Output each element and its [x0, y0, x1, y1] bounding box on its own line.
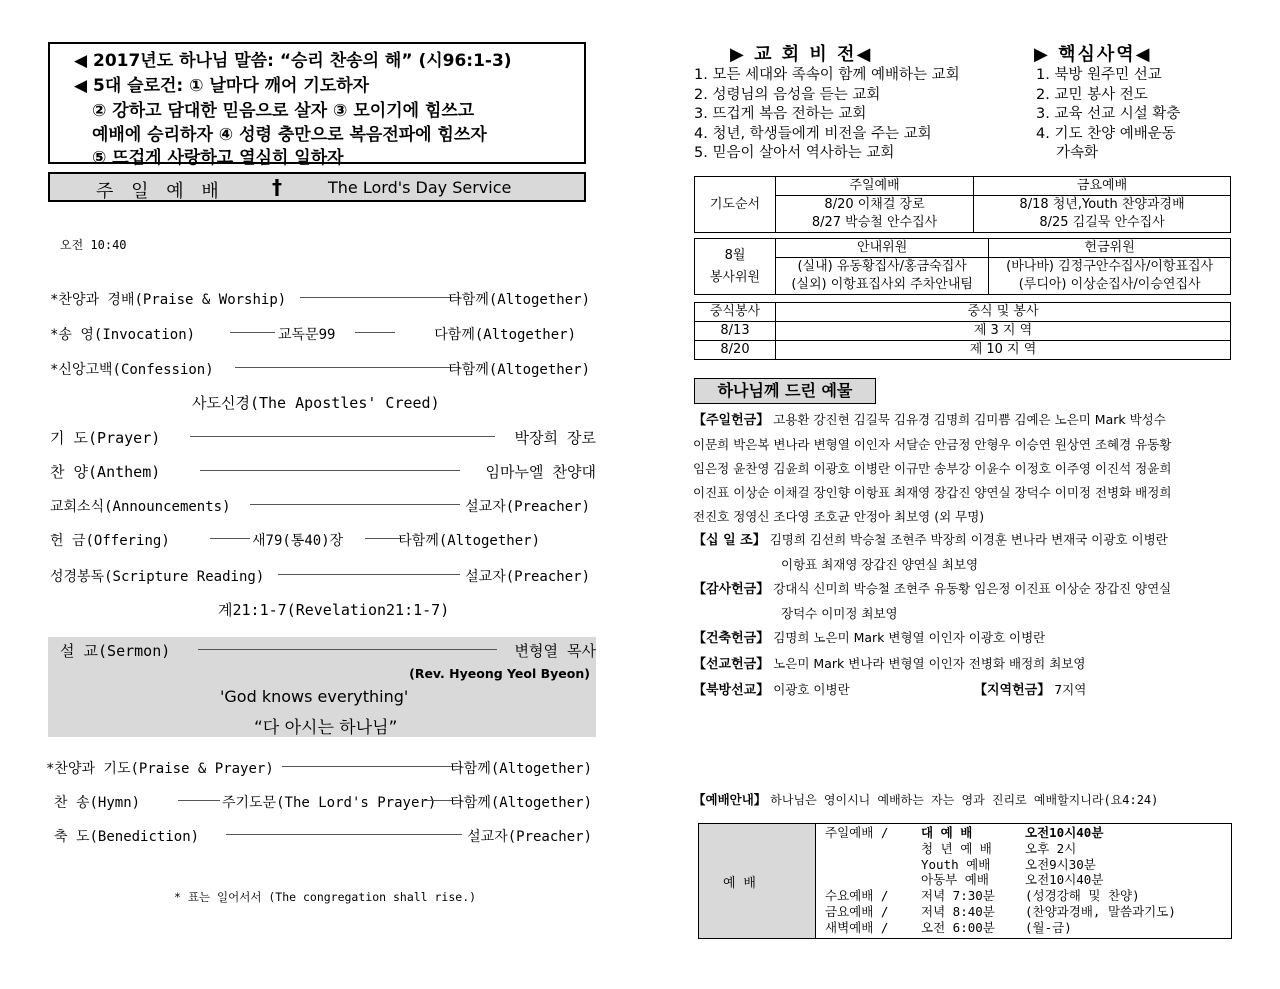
offer-names: 이항표 최재영 장갑진 양연실 최보영 [781, 557, 979, 572]
schedule-list [825, 825, 1225, 936]
offer-names: 이광호 이병란 [773, 682, 850, 697]
offerings-title: 하나님께 드린 예물 [694, 378, 876, 404]
service-header-ko: 주 일 예 배 [96, 181, 225, 202]
list-item: 3. 교육 선교 시설 확충 [1036, 106, 1181, 122]
usher-head: 안내위원 [776, 239, 989, 258]
offer-names: 전진호 정영신 조다영 조호균 안정아 최보영 (외 무명) [693, 509, 985, 524]
schedule-day: 금요예배 / [825, 903, 889, 919]
motto-line-4: 예배에 승리하자 ④ 성령 충만으로 복음전파에 힘쓰자 [92, 125, 487, 145]
sunday-prayer-2: 8/27 박승철 안수집사 [776, 214, 974, 233]
order-label: 헌 금(Offering) [50, 533, 170, 549]
order-leader: 다함께(Altogether) [450, 761, 592, 777]
schedule-type: 아동부 예배 [921, 872, 989, 888]
vision-list [694, 66, 960, 164]
scripture: 계21:1-7(Revelation21:1-7) [218, 601, 450, 619]
month-label-2: 봉사위원 [709, 269, 761, 285]
offerings-thanks [693, 577, 1171, 626]
schedule-type: Youth 예배 [921, 856, 991, 872]
meal-date: 8/20 [695, 341, 776, 360]
meal-text: 제 10 지 역 [776, 341, 1231, 360]
order-detail: 주기도문(The Lord's Prayer) [222, 795, 437, 811]
list-item: 2. 교민 봉사 전도 [1036, 86, 1148, 103]
list-item: 5. 믿음이 살아서 역사하는 교회 [694, 145, 895, 161]
sunday-prayer-1: 8/20 이채걸 장로 [776, 196, 974, 215]
list-item: 1. 모든 세대와 족속이 함께 예배하는 교회 [694, 67, 960, 83]
meal-head: 중식 및 봉사 [776, 303, 1231, 322]
schedule-day: 주일예배 / [825, 825, 889, 840]
offer-names: 이진표 이상순 이채걸 장인향 이항표 최재영 장갑진 양연실 장덕수 이미정 전병화 배정희 [693, 485, 1172, 500]
offering-head: 헌금위원 [989, 239, 1231, 258]
meal-table [694, 302, 1231, 360]
motto-line-1: ◀ 2017년도 하나님 말씀: “승리 찬송의 해” (시96:1-3) [74, 51, 512, 71]
offering-2: (루디아) 이상순집사/이승연집사 [989, 276, 1231, 295]
schedule-day: 수요예배 / [825, 888, 889, 904]
offerings-region [974, 678, 1086, 703]
offer-label: 【감사헌금】 [693, 582, 770, 597]
list-item: 2. 성령님의 음성을 듣는 교회 [694, 86, 881, 103]
sermon-title-en: 'God knows everything' [220, 687, 409, 706]
volunteer-table [694, 238, 1231, 295]
footnote: * 표는 일어서서 (The congregation shall rise.) [174, 890, 477, 904]
offer-names: 임은정 윤찬영 김윤희 이광호 이병란 이규만 송부강 이윤수 이정호 이주영 이진석 정윤희 [693, 461, 1172, 476]
order-leader: 설교자(Preacher) [465, 499, 590, 515]
schedule-label-cell [699, 824, 816, 938]
order-leader: 임마누엘 찬양대 [485, 463, 596, 481]
schedule-row [825, 920, 1225, 936]
order-detail: 새79(통40)장 [252, 533, 344, 549]
offer-label: 【건축헌금】 [693, 631, 770, 646]
schedule-time: (성경강해 및 찬양) [1025, 888, 1140, 904]
order-label: *찬양과 기도(Praise & Prayer) [46, 761, 274, 777]
worship-guide-line [693, 790, 1158, 808]
list-item: 4. 청년, 학생들에게 비전을 주는 교회 [694, 125, 932, 142]
offer-label: 【주일헌금】 [693, 413, 770, 428]
schedule-time: 오전10시40분 [1025, 872, 1104, 888]
motto-line-3: ② 강하고 담대한 믿음으로 살자 ③ 모이기에 힘쓰고 [92, 101, 475, 121]
schedule-time: 오후 2시 [1025, 840, 1077, 856]
offer-label: 【북방선교】 [693, 683, 770, 698]
month-label-1: 8월 [724, 247, 746, 263]
friday-head: 금요예배 [974, 177, 1231, 196]
guide-label: 【예배안내】 [693, 792, 767, 807]
schedule-label: 예 배 [723, 876, 756, 891]
order-label: 찬 양(Anthem) [50, 463, 161, 481]
order-leader: 설교자(Preacher) [465, 569, 590, 585]
schedule-row [825, 857, 1225, 873]
worship-schedule-box [698, 823, 1232, 939]
cross-icon: † [272, 175, 282, 199]
offerings-building [693, 626, 1045, 651]
service-header [48, 172, 586, 202]
core-list [1036, 66, 1180, 164]
schedule-row [825, 888, 1225, 904]
order-label: 축 도(Benediction) [54, 829, 200, 845]
offer-names: 김명희 노은미 Mark 변형열 이인자 이광호 이병란 [773, 630, 1046, 645]
order-leader: 박장희 장로 [514, 429, 596, 447]
list-item: 1. 북방 원주민 선교 [1036, 67, 1162, 83]
friday-prayer-2: 8/25 김길묵 안수집사 [974, 214, 1231, 233]
offer-names: 장덕수 이미정 최보영 [781, 606, 898, 621]
offering-1: (바나바) 김정구안수집사/이항표집사 [989, 258, 1231, 277]
schedule-type: 저녁 8:40분 [921, 903, 995, 919]
order-label: 기 도(Prayer) [50, 429, 161, 447]
offer-names: 고용환 강진현 김길묵 김유경 김명희 김미쁨 김예은 노은미 Mark 박성수 [773, 412, 1166, 427]
guide-verse: 하나님은 영이시니 예배하는 자는 영과 진리로 예배할지니라(요4:24) [770, 793, 1159, 807]
schedule-time: 오전10시40분 [1025, 825, 1104, 840]
order-leader: 다함께(Altogether) [448, 292, 590, 308]
order-leader: 다함께(Altogether) [448, 362, 590, 378]
schedule-type: 저녁 7:30분 [921, 888, 995, 904]
schedule-row [825, 825, 1225, 841]
meal-date: 8/13 [695, 322, 776, 341]
order-label: *신앙고백(Confession) [50, 362, 214, 378]
usher-2: (실외) 이항표집사외 주차안내팀 [776, 276, 989, 295]
offerings-tithe [693, 528, 1168, 577]
schedule-time: (월-금) [1025, 919, 1072, 935]
offer-names: 이문희 박은복 변나라 변형열 이인자 서달순 안금정 안형우 이승연 원상연 조혜경 유동황 [693, 437, 1172, 452]
order-detail: 교독문99 [278, 327, 336, 343]
schedule-time: 오전9시30분 [1025, 856, 1096, 872]
offerings-sunday [693, 408, 1171, 529]
offer-names: 7지역 [1054, 682, 1087, 697]
month-label [695, 239, 776, 295]
service-header-en: The Lord's Day Service [328, 178, 512, 197]
order-label: 성경봉독(Scripture Reading) [50, 569, 265, 585]
vision-title: ▶ 교 회 비 전◀ [730, 44, 873, 65]
schedule-row [825, 904, 1225, 920]
order-leader: 다함께(Altogether) [398, 533, 540, 549]
service-time: 오전 10:40 [60, 238, 127, 252]
offer-label: 【선교헌금】 [693, 657, 770, 672]
order-leader: 다함께(Altogether) [434, 327, 576, 343]
schedule-type: 대 예 배 [921, 825, 973, 840]
offer-label: 【지역헌금】 [974, 683, 1051, 698]
meal-text: 제 3 지 역 [776, 322, 1231, 341]
offer-label: 【십 일 조】 [693, 533, 766, 548]
list-item: 4. 기도 찬양 예배운동 [1036, 125, 1176, 142]
offer-names: 노은미 Mark 변나라 변형열 이인자 전병화 배정희 최보영 [773, 656, 1086, 671]
core-title: ▶ 핵심사역◀ [1034, 44, 1152, 65]
order-leader: 다함께(Altogether) [450, 795, 592, 811]
sermon-title-ko: “다 아시는 하나님” [254, 718, 398, 738]
meal-label: 중식봉사 [695, 303, 776, 322]
order-label: *송 영(Invocation) [50, 327, 196, 343]
order-leader: 변형열 목사 [514, 642, 596, 660]
schedule-type: 청 년 예 배 [921, 840, 992, 856]
schedule-row [825, 872, 1225, 888]
motto-line-2: ◀ 5대 슬로건: ① 날마다 깨어 기도하자 [74, 76, 370, 96]
list-item: 가속화 [1056, 145, 1099, 161]
creed: 사도신경(The Apostles' Creed) [192, 394, 440, 412]
order-leader: 설교자(Preacher) [467, 829, 592, 845]
motto-box [48, 42, 586, 168]
order-label: 찬 송(Hymn) [54, 795, 141, 811]
offerings-north [693, 678, 850, 703]
friday-prayer-1: 8/18 청년,Youth 찬양과경배 [974, 196, 1231, 215]
preacher-en: (Rev. Hyeong Yeol Byeon) [409, 666, 590, 681]
schedule-type: 오전 6:00분 [921, 919, 995, 935]
order-label: 설 교(Sermon) [60, 642, 171, 660]
order-label: 교회소식(Announcements) [50, 499, 231, 515]
list-item: 3. 뜨겁게 복음 전하는 교회 [694, 106, 867, 122]
sermon-box [48, 637, 596, 737]
offer-names: 강대식 신미희 박승철 조현주 유동황 임은정 이진표 이상순 장갑진 양연실 [773, 581, 1172, 596]
motto-line-5: ⑤ 뜨겁게 사랑하고 열심히 일하자 [92, 148, 344, 168]
usher-1: (실내) 유동황집사/홍금숙집사 [776, 258, 989, 277]
schedule-day: 새벽예배 / [825, 919, 889, 935]
prayer-label: 기도순서 [695, 177, 776, 233]
schedule-time: (찬양과경배, 말씀과기도) [1025, 903, 1176, 919]
offerings-mission [693, 652, 1085, 677]
duty-table [694, 176, 1231, 233]
offer-names: 김명희 김선희 박승철 조현주 박장희 이경훈 변나라 변재국 이광호 이병란 [769, 532, 1168, 547]
order-label: *찬양과 경배(Praise & Worship) [50, 292, 287, 308]
schedule-row [825, 841, 1225, 857]
sunday-head: 주일예배 [776, 177, 974, 196]
